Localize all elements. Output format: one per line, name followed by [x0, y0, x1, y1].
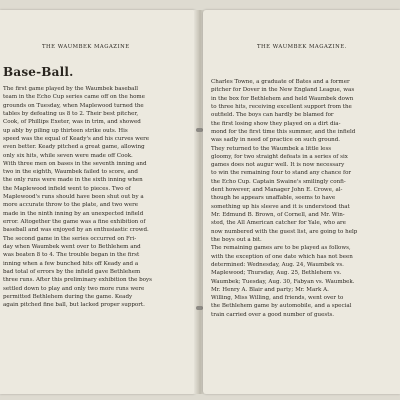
text-line: baseball and was enjoyed by an enthusiastic crowd.	[3, 227, 149, 234]
text-line: pitcher for Dover in the New England League, was	[211, 87, 355, 94]
text-line: something up his sleeve and it is understood that	[211, 203, 350, 210]
text-line: settled down to play and only two more runs were	[3, 285, 145, 292]
text-line: Maplewood; Thursday, Aug. 25, Bethlehem vs.	[211, 270, 342, 277]
text-line: to win the remaining four to stand any chance for	[211, 170, 352, 177]
text-line: They returned to the Waumbek a little less	[211, 145, 332, 152]
text-line: the Maplewood infield went to pieces. Two of	[3, 185, 131, 192]
text-line: was sadly in need of practice on such ground.	[211, 137, 341, 144]
text-line: even better. Keady pitched a great game, allowing	[3, 144, 145, 151]
text-line: now numbered with the guest list, are going to help	[211, 228, 358, 235]
text-line: determined: Wednesday, Aug. 24, Waumbek vs.	[211, 261, 344, 268]
text-line: games does not augur well. It is now necessary	[211, 162, 345, 169]
text-line: The remaining games are to be played as follows,	[211, 245, 351, 252]
left-page	[0, 10, 196, 394]
text-line: day when Waumbek went over to Bethlehem and	[3, 243, 141, 250]
text-line: mond for the first time this summer, and the infield	[211, 128, 356, 135]
text-line: sted, the All American catcher for Yale, who are	[211, 220, 346, 227]
text-line: outfield. The boys can hardly be blamed for	[211, 112, 334, 119]
left-running-head: THE WAUMBEK MAGAZINE	[42, 44, 130, 50]
text-line: Cook, of Phillips Exeter, was in trim, and showed	[3, 119, 141, 126]
article-title: Base-Ball.	[3, 65, 74, 79]
text-line: the boys out a bit.	[211, 236, 262, 243]
text-line: error. Altogether the game was a fine exhibition of	[3, 219, 146, 225]
text-line: permitted Bethlehem during the game. Keady	[3, 293, 133, 300]
text-line: the Bethlehem game by automobile, and a special	[211, 303, 352, 310]
text-line: inning when a few bunched hits off Keady and a	[3, 260, 139, 267]
text-line: two in the eighth, Waumbek failed to score, and	[3, 169, 138, 176]
text-line: up ably by piling up thirteen strike outs. His	[3, 127, 128, 134]
right-page	[203, 10, 400, 394]
text-line: was beaten 8 to 4. The trouble began in the first	[3, 252, 140, 259]
text-line: to three hits, receiving excellent support from the	[211, 103, 352, 110]
text-line: With three men on bases in the seventh inning and	[3, 160, 147, 167]
text-line: gloomy, for two straight defeats in a series of six	[211, 153, 348, 160]
text-line: Waumbek; Tuesday, Aug. 30, Fabyan vs. Waumbek.	[211, 278, 355, 285]
text-line: speed was the equal of Keady's and his curves were	[3, 135, 150, 142]
left-body-text	[3, 85, 193, 309]
text-line: The second game in the series occurred on Fri-	[3, 235, 137, 242]
text-line: Maplewood's runs should have been shut out by a	[3, 194, 144, 201]
text-line: Mr. Henry A. Blair and party; Mr. Mark A.	[211, 286, 329, 293]
text-line: made in the ninth inning by an unexpected infield	[3, 210, 144, 217]
text-line: in the box for Bethlehem and held Waumbek down	[211, 95, 354, 102]
text-line: tables by defeating us 8 to 2. Their best pitcher,	[3, 110, 139, 117]
text-line: only six hits, while seven were made off Cook.	[3, 152, 133, 159]
text-line: three runs. After this preliminary exhibition the boys	[3, 277, 152, 284]
text-line: though he appears unaffable, seems to have	[211, 195, 336, 202]
text-line: Mr. Edmund B. Brown, of Cornell, and Mr. Win-	[211, 212, 345, 218]
text-line: The first game played by the Waumbek baseball	[3, 86, 139, 92]
text-line: again pitched fine ball, but lacked proper support.	[3, 302, 145, 309]
text-line: grounds on Tuesday, when Maplewood turned the	[3, 102, 144, 109]
text-line: dent however, and Manager John E. Crowe, al-	[211, 187, 343, 194]
text-line: Charles Towne, a graduate of Bates and a former	[211, 79, 350, 85]
text-line: the Echo Cup. Captain Swaine's smilingly confi-	[211, 178, 346, 185]
text-line: Willing, Miss Willing, and friends, went over to	[211, 295, 344, 302]
right-body-text	[211, 78, 400, 319]
staple-top	[196, 128, 203, 132]
text-line: team in the Echo Cup series came off on the home	[3, 94, 145, 101]
text-line: the only runs were made in the sixth inning when	[3, 177, 143, 184]
right-running-head: THE WAUMBEK MAGAZINE.	[257, 44, 347, 50]
text-line: the first losing show they played on a dirt dia-	[211, 120, 341, 127]
staple-bottom	[196, 306, 203, 310]
text-line: more accurate throw to the plate, and two were	[3, 202, 139, 209]
text-line: train carried over a good number of guests.	[211, 311, 335, 318]
text-line: bad total of errors by the infield gave Bethlehem	[3, 268, 141, 275]
text-line: with the exception of one date which has not been	[211, 253, 353, 260]
